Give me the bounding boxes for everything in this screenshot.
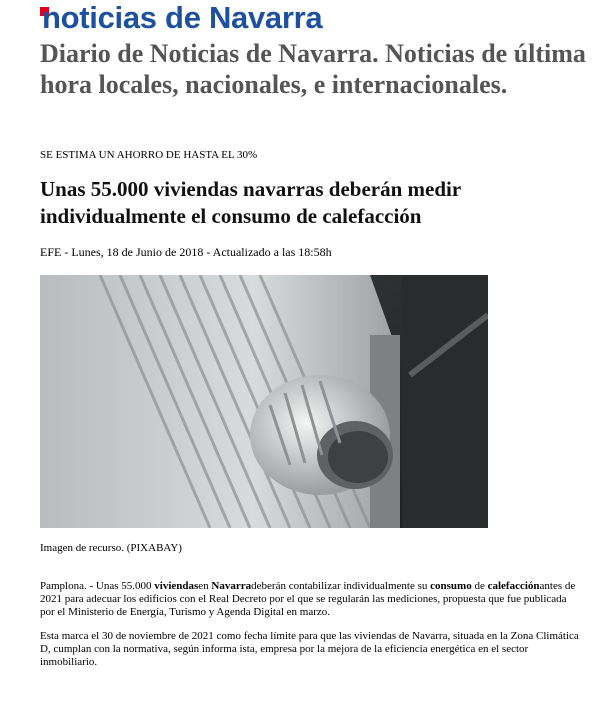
article-photo-radiator <box>40 275 488 528</box>
article-paragraph-2: Esta marca el 30 de noviembre de 2021 como fecha límite para que las viviendas de Navarra, situada en la Zona Climática D, cumplan con la normativa, según informa ista, empresa por la mejora de la eficiencia energética en el sector inmobiliario. <box>40 630 579 668</box>
article-paragraph-1: Pamplona. - Unas 55.000 viviendasen Navarradeberán contabilizar individualmente su consumo de calefacciónantes de 2021 para adecuar los edificios con el Real Decreto por el que se regularán las mediciones, propuesta que fue publicada por el Ministerio de Energía, Turismo y Agenda Digital en marzo. <box>40 580 576 618</box>
article-kicker: SE ESTIMA UN AHORRO DE HASTA EL 30% <box>40 149 258 161</box>
article-headline: Unas 55.000 viviendas navarras deberán medir individualmente el consumo de calefacción <box>40 177 461 228</box>
article-byline: EFE - Lunes, 18 de Junio de 2018 - Actualizado a las 18:58h <box>40 245 332 259</box>
site-title: Diario de Noticias de Navarra. Noticias de última hora locales, nacionales, e internacionales. <box>40 39 586 99</box>
image-caption: Imagen de recurso. (PIXABAY) <box>40 542 182 554</box>
logo-text: noticias de Navarra <box>42 0 323 35</box>
